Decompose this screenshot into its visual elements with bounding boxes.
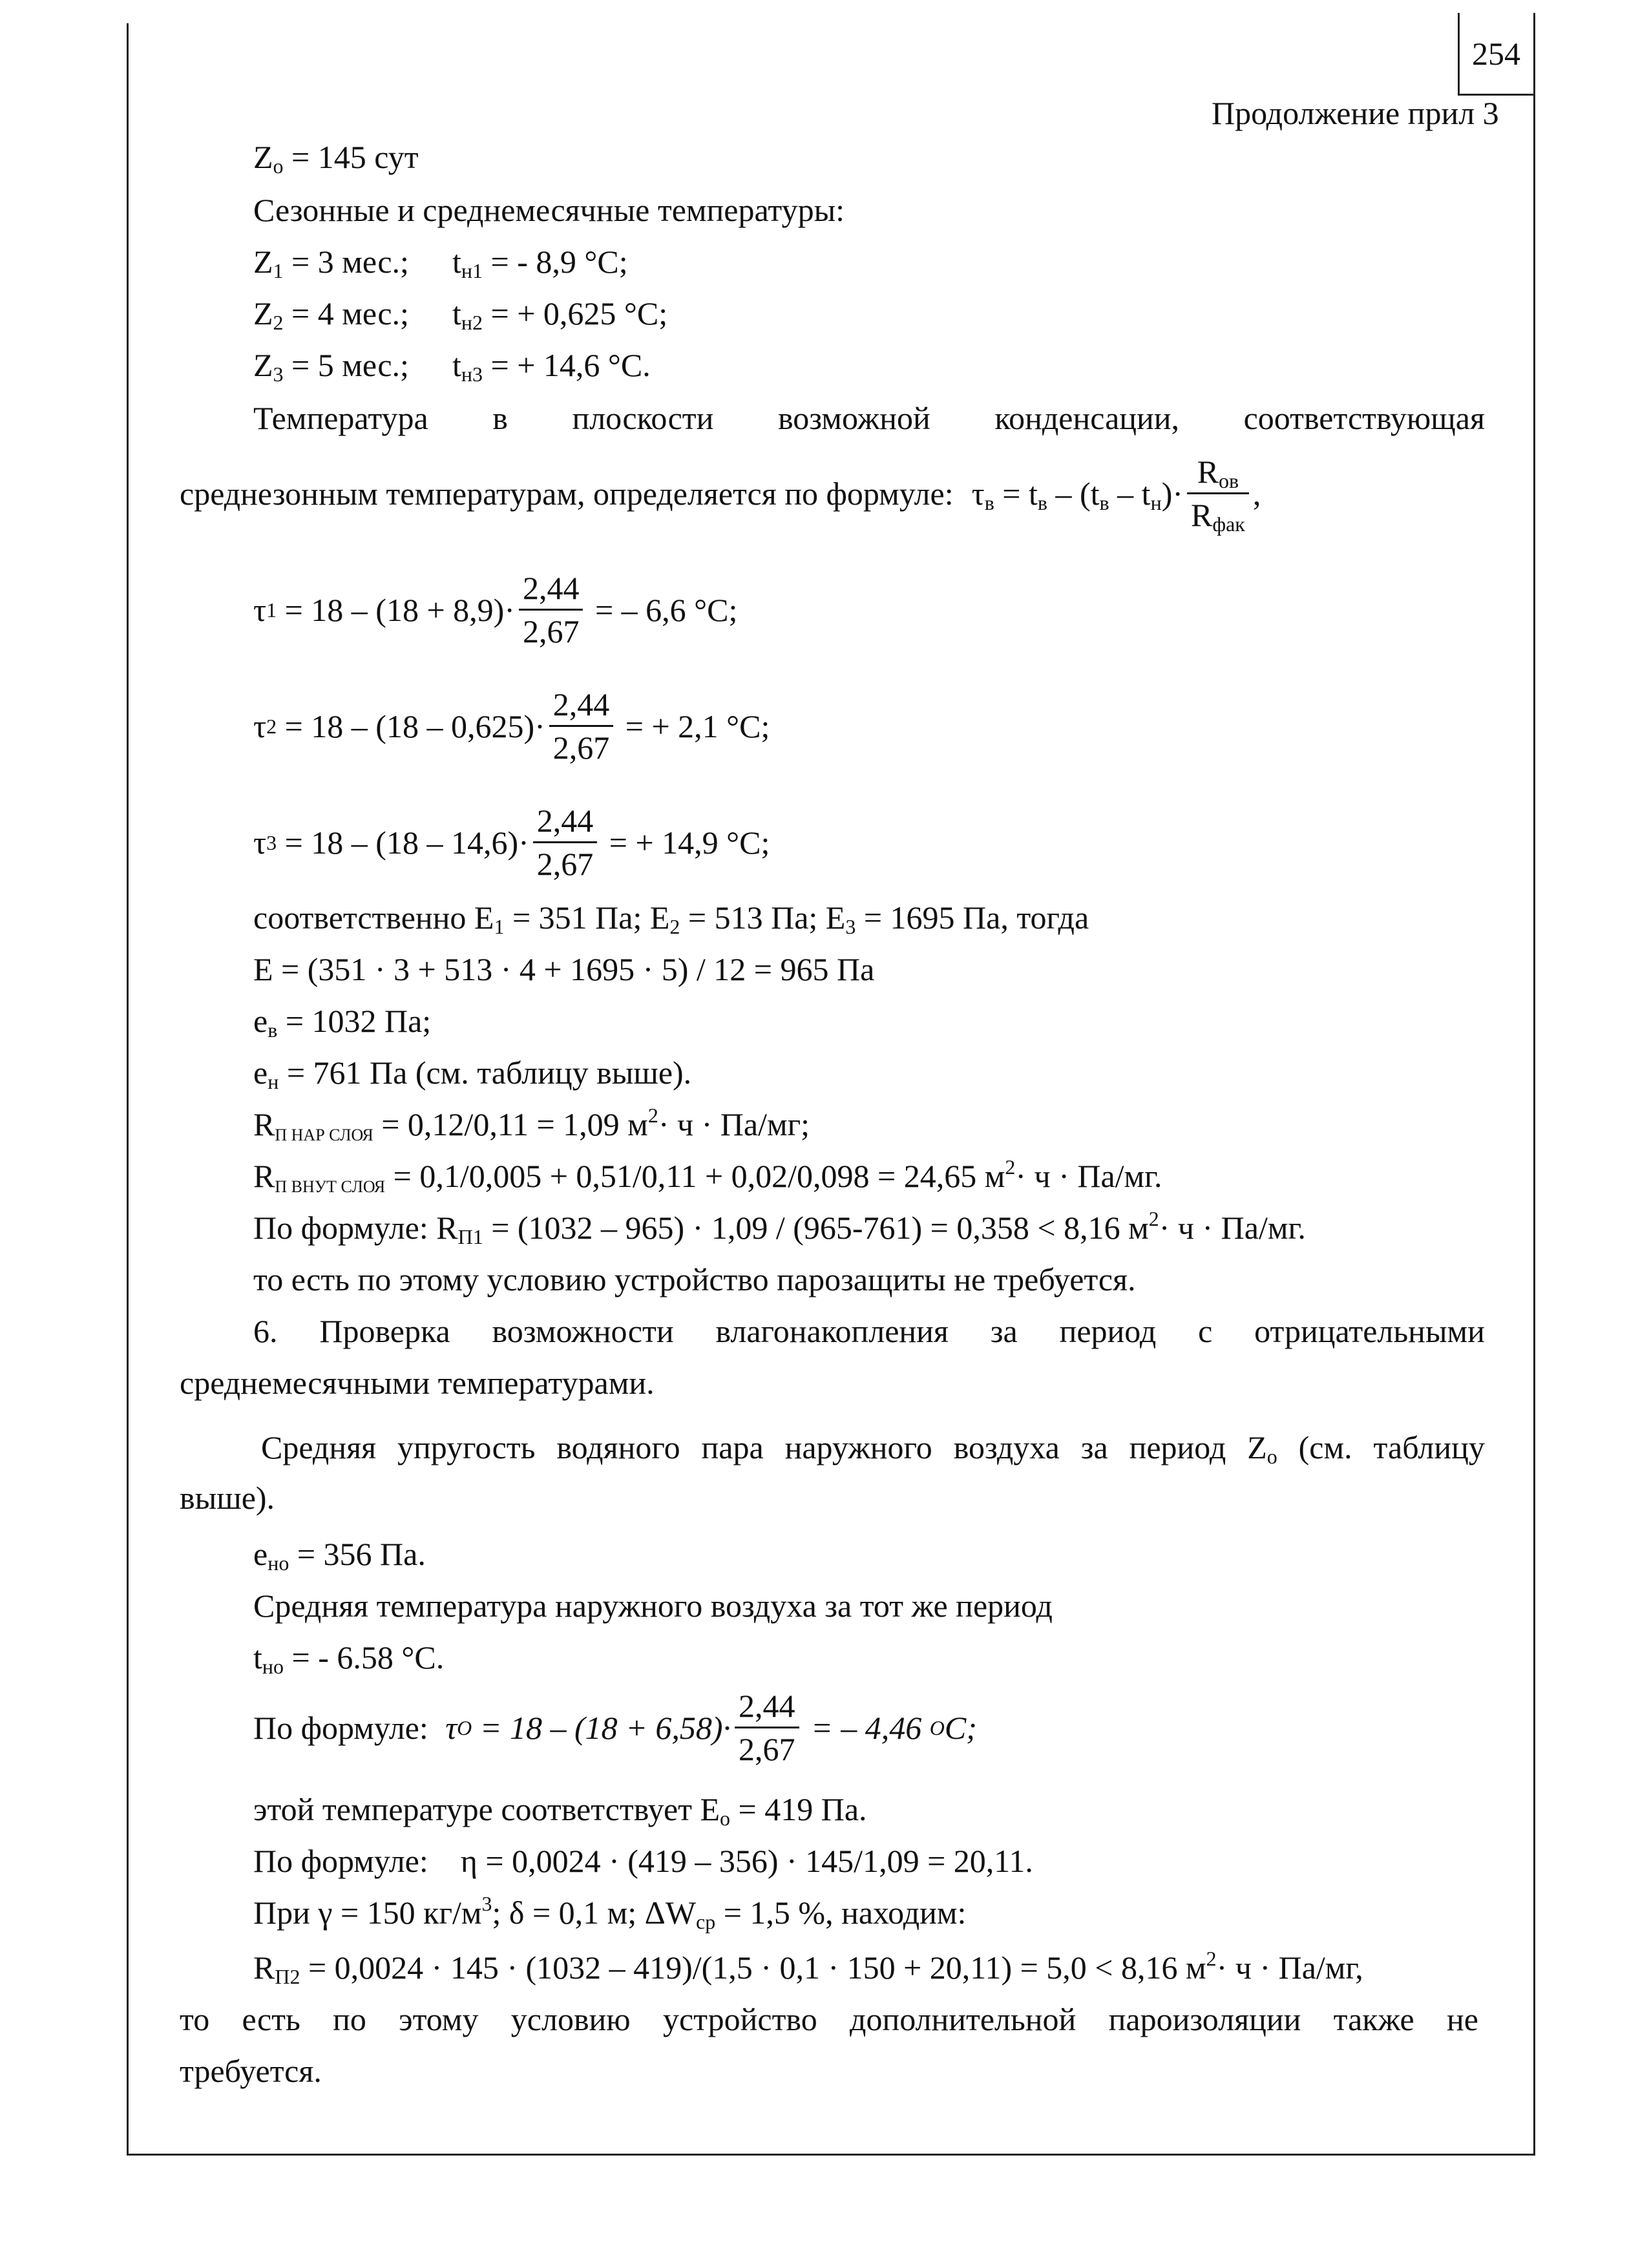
rp2-sub: П2 <box>275 1965 300 1988</box>
word: также <box>1333 2001 1414 2037</box>
tau2-symbol: τ <box>253 708 267 744</box>
tau1-symbol: τ <box>253 591 267 628</box>
eno-symbol: e <box>253 1536 268 1572</box>
tau0-equation: По формуле: τ O = 18 – (18 + 6,58)· $\frac{2,44}{2,67}$ = – 4,46 O C; <box>253 1688 977 1767</box>
page-border-left <box>127 23 129 2156</box>
word: пара <box>701 1429 764 1465</box>
e0-text: этой температуре соответствует E <box>253 1791 720 1827</box>
en-symbol: e <box>253 1055 268 1091</box>
ev-symbol: e <box>253 1003 268 1039</box>
tn2-symbol: t <box>452 295 461 331</box>
rp2-text: · ч · Па/мг, <box>1216 1949 1363 1986</box>
rp-sup: 2 <box>647 1104 658 1127</box>
avg-pressure-line2: выше). <box>180 1480 275 1516</box>
gamma-text: = 1,5 %, находим: <box>715 1895 967 1931</box>
tau2-equation: τ 2 = 18 – (18 – 0,625)· $\frac{2,44}{2,67}$ = + 2,1 °С; <box>253 686 770 766</box>
conclusion-1: то есть по этому условию устройство парозащиты не требуется. <box>253 1261 1136 1297</box>
e-text: = 351 Па; E <box>504 899 670 936</box>
z0-symbol: Z <box>253 139 273 175</box>
word: наружного <box>784 1429 932 1465</box>
word: плоскости <box>572 400 714 436</box>
formula-part: – (t <box>1047 475 1100 512</box>
section6-line2: среднемесячными температурами. <box>180 1365 655 1401</box>
word: с <box>1198 1313 1213 1349</box>
word: отрицательными <box>1254 1313 1485 1349</box>
tau0-expression: = 18 – (18 + 6,58)· <box>472 1709 731 1746</box>
word: соответствующая <box>1243 400 1485 436</box>
num-sub: ов <box>1219 469 1239 492</box>
gamma-sub: ср <box>696 1910 716 1933</box>
word: устройство <box>662 2001 817 2037</box>
fraction-numerator: 2,44 <box>533 801 598 843</box>
gamma-text: При γ = 150 кг/м <box>253 1895 482 1931</box>
z0-line <box>253 134 419 180</box>
tau2-fraction <box>549 685 614 767</box>
fraction-numerator: 2,44 <box>519 569 583 611</box>
z2-symbol: Z <box>253 295 273 331</box>
tau1-fraction <box>519 569 583 651</box>
rp2-line <box>253 1945 1363 1990</box>
tn3-sub: н3 <box>461 362 483 386</box>
formula-part: = t <box>994 475 1038 512</box>
word: период <box>1129 1429 1226 1465</box>
rp-text: По формуле: R <box>253 1210 458 1246</box>
tau0-prefix: По формуле: <box>253 1709 437 1746</box>
z0-sub: o <box>273 154 284 178</box>
tau3-equation: τ 3 = 18 – (18 – 14,6)· $\frac{2,44}{2,67}$ = + 14,9 °С; <box>253 803 770 882</box>
z2-sub: 2 <box>273 311 284 334</box>
word: то <box>180 2001 210 2037</box>
gamma-line <box>253 1890 966 1935</box>
tau0-result: = – 4,46 <box>803 1709 930 1746</box>
formula-fraction <box>1187 452 1249 534</box>
e-values-line <box>253 895 1089 940</box>
rp-text: = 0,1/0,005 + 0,51/0,11 + 0,02/0,098 = 24,65 м <box>385 1158 1005 1194</box>
avg-pressure-line1 <box>261 1425 1485 1470</box>
word: возможности <box>492 1313 674 1349</box>
tn3-symbol: t <box>452 347 461 383</box>
z1-line <box>253 239 409 284</box>
word: Температура <box>253 400 428 436</box>
e-sub: 1 <box>494 915 505 938</box>
word: возможной <box>778 400 930 436</box>
word: в <box>492 400 508 436</box>
word: водяного <box>556 1429 680 1465</box>
tau3-result: = + 14,9 °С; <box>601 824 770 861</box>
tau2-result: = + 2,1 °С; <box>617 708 770 744</box>
rp-sub: П1 <box>457 1225 483 1248</box>
fraction-denominator: 2,67 <box>739 1731 795 1767</box>
tau0-fraction <box>735 1686 799 1769</box>
eno-line <box>253 1531 426 1577</box>
rp-text: = 0,12/0,11 = 1,09 м <box>373 1106 648 1142</box>
z0-value: = 145 сут <box>283 139 419 175</box>
z0-symbol-inline: $Z_о$ <box>1247 1429 1277 1468</box>
page-header: Продолжение прил 3 <box>1212 95 1499 131</box>
tau1-expression: = 18 – (18 + 8,9)· <box>277 591 515 628</box>
formula-part: – t <box>1109 475 1151 512</box>
fraction-numerator: 2,44 <box>549 685 614 727</box>
word: период <box>1059 1313 1157 1349</box>
den-sub: фак <box>1212 512 1245 536</box>
tno-symbol: t <box>253 1639 262 1675</box>
e-sub: 2 <box>669 915 680 938</box>
fraction-denominator <box>1187 494 1249 534</box>
e0-line <box>253 1787 867 1832</box>
e-average-line: E = (351 · 3 + 513 · 4 + 1695 · 5) / 12 = 965 Па <box>253 951 875 987</box>
fraction-numerator: 2,44 <box>735 1686 799 1728</box>
tau3-expression: = 18 – (18 – 14,6)· <box>277 824 529 861</box>
rp-sup: 2 <box>1005 1155 1016 1179</box>
word: условию <box>510 2001 631 2037</box>
tn2-sub: н2 <box>461 311 483 334</box>
tn1-symbol: t <box>452 244 461 280</box>
word: за <box>990 1313 1018 1349</box>
e-text: = 513 Па; E <box>680 899 846 936</box>
formula-sub: в <box>1099 490 1109 514</box>
rp-sub: П ВНУТ СЛОЯ <box>275 1177 386 1196</box>
e0-sub: о <box>720 1807 731 1830</box>
rp-nar-line <box>253 1102 810 1147</box>
tno-sub: но <box>262 1655 284 1678</box>
en-sub: н <box>268 1070 279 1093</box>
tau3-fraction <box>533 801 598 883</box>
rp2-symbol: R <box>253 1949 275 1986</box>
word: есть <box>242 2001 300 2037</box>
z1-sub: 1 <box>273 259 284 282</box>
den-symbol: R <box>1191 497 1213 533</box>
z1-months: = 3 мес.; <box>283 244 409 280</box>
temp-paragraph-line1 <box>253 395 1485 441</box>
num-symbol: R <box>1197 454 1219 490</box>
fraction-denominator: 2,67 <box>522 613 580 649</box>
z2-months: = 4 мес.; <box>283 295 409 331</box>
word: не <box>1446 2001 1478 2037</box>
tau2-expression: = 18 – (18 – 0,625)· <box>277 708 545 744</box>
rp-text: · ч · Па/мг; <box>658 1106 810 1142</box>
gamma-text: ; δ = 0,1 м; ΔW <box>492 1895 697 1931</box>
word: таблицу <box>1373 1429 1485 1465</box>
tno-value: = - 6.58 °С. <box>284 1639 445 1675</box>
word: по <box>333 2001 366 2037</box>
tn1-line <box>452 239 628 284</box>
e-sub: 3 <box>845 915 856 938</box>
seasonal-title: Сезонные и среднемесячные температуры: <box>253 192 845 228</box>
tn1-value: = - 8,9 °С; <box>483 244 628 280</box>
z1-symbol: Z <box>253 244 273 280</box>
page-border-bottom <box>127 2154 1535 2156</box>
z3-sub: 3 <box>273 362 284 386</box>
ev-sub: в <box>268 1018 278 1042</box>
z3-months: = 5 мес.; <box>283 347 409 383</box>
word: пароизоляции <box>1108 2001 1301 2037</box>
z2-line <box>253 291 409 336</box>
page-border-right <box>1533 13 1535 2156</box>
tau0-symbol: τ <box>445 1709 457 1746</box>
rp2-sup: 2 <box>1206 1947 1217 1970</box>
word: 6. <box>253 1313 278 1349</box>
avg-temp-line: Средняя температура наружного воздуха за тот же период <box>253 1588 1053 1624</box>
rp-symbol: R <box>253 1158 275 1194</box>
word: (см. <box>1298 1429 1352 1465</box>
z3-line <box>253 342 409 388</box>
word: за <box>1080 1429 1108 1465</box>
rp2-text: = 0,0024 · 145 · (1032 – 419)/(1,5 · 0,1 · 150 + 20,11) = 5,0 < 8,16 м <box>300 1949 1206 1986</box>
tau1-equation: τ 1 = 18 – (18 + 8,9)· $\frac{2,44}{2,67}$ = – 6,6 °С; <box>253 570 738 649</box>
tau3-symbol: τ <box>253 824 267 861</box>
word: влагонакопления <box>715 1313 949 1349</box>
formula-tau-v <box>972 475 1183 512</box>
word: Проверка <box>319 1313 450 1349</box>
word: конденсации, <box>994 400 1180 436</box>
e-text: = 1695 Па, тогда <box>856 899 1089 936</box>
rp-symbol: R <box>253 1106 275 1142</box>
rp-text: · ч · Па/мг. <box>1159 1210 1306 1246</box>
eno-sub: но <box>268 1551 289 1575</box>
tn2-value: = + 0,625 °С; <box>483 295 668 331</box>
en-line <box>253 1050 691 1095</box>
tn3-line <box>452 342 651 388</box>
e0-value: = 419 Па. <box>730 1791 867 1827</box>
fraction-numerator <box>1187 452 1249 494</box>
z3-symbol: Z <box>253 347 273 383</box>
rp-sub: П НАР СЛОЯ <box>275 1126 373 1144</box>
gamma-sup: 3 <box>481 1892 492 1915</box>
e-text: соответственно E <box>253 899 494 936</box>
ev-value: = 1032 Па; <box>277 1003 432 1039</box>
temp-paragraph-text: среднезонным температурам, определяется по формуле: <box>180 475 954 512</box>
page-number: 254 <box>1472 36 1520 72</box>
rp1-line <box>253 1205 1306 1250</box>
eta-line: По формуле: η = 0,0024 · (419 – 356) · 145/1,09 = 20,11. <box>253 1843 1033 1879</box>
tn3-value: = + 14,6 °С. <box>483 347 651 383</box>
formula-comma: , <box>1252 475 1261 512</box>
word: упругость <box>397 1429 536 1465</box>
tn2-line <box>452 291 667 336</box>
final-line1 <box>180 1997 1478 2042</box>
formula-sub: н <box>1150 490 1162 514</box>
tau-sub: в <box>984 490 994 514</box>
en-value: = 761 Па (см. таблицу выше). <box>278 1055 692 1091</box>
tn1-sub: н1 <box>461 259 483 282</box>
fraction-denominator: 2,67 <box>552 730 610 766</box>
tau0-unit: C; <box>944 1709 977 1746</box>
formula-part: )· <box>1161 475 1183 512</box>
fraction-denominator: 2,67 <box>536 846 594 882</box>
formula-sub: в <box>1037 490 1047 514</box>
tau-symbol: τ <box>971 475 985 512</box>
temp-paragraph-line2 <box>180 452 1261 534</box>
ev-line <box>253 998 431 1044</box>
word: Средняя <box>261 1429 377 1465</box>
word: воздуха <box>953 1429 1060 1465</box>
word: этому <box>399 2001 479 2037</box>
tno-line <box>253 1635 444 1680</box>
rp-sup: 2 <box>1148 1207 1159 1230</box>
rp-text: = (1032 – 965) · 1,09 / (965-761) = 0,358 < 8,16 м <box>483 1210 1149 1246</box>
rp-vnut-line <box>253 1153 1162 1199</box>
final-line2: требуется. <box>180 2053 322 2089</box>
page-number-box-left <box>1458 13 1460 96</box>
rp-text: · ч · Па/мг. <box>1015 1158 1162 1194</box>
word: дополнительной <box>850 2001 1077 2037</box>
section6-line1 <box>253 1308 1485 1354</box>
tau1-result: = – 6,6 °С; <box>587 591 738 628</box>
eno-value: = 356 Па. <box>289 1536 426 1572</box>
